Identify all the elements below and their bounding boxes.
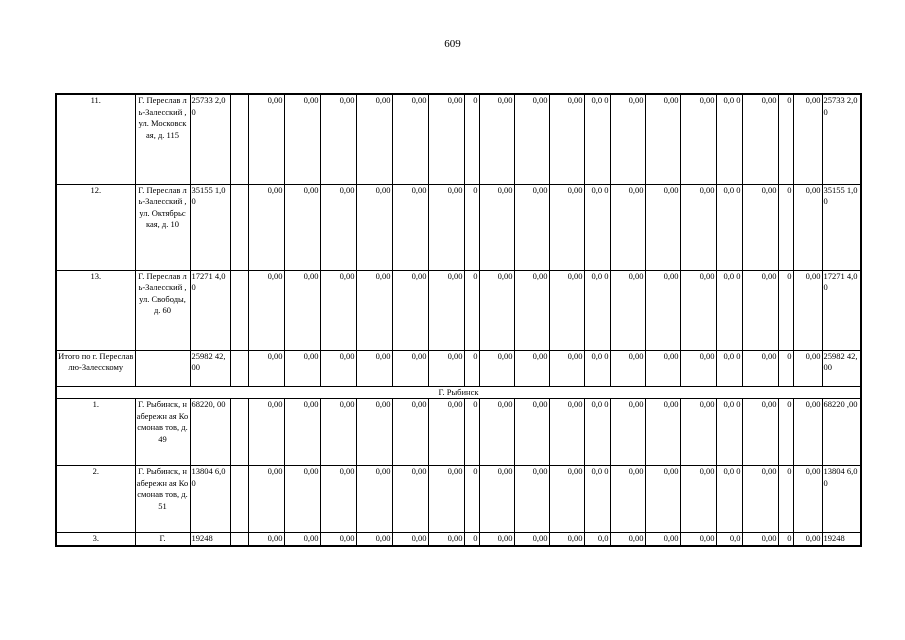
rows-rybinsk — [56, 399, 861, 546]
table-row — [56, 399, 861, 466]
value-cell: 0,00 — [742, 270, 778, 350]
value-cell: 0,00 — [680, 466, 716, 533]
value-cell: 0,00 — [356, 350, 392, 386]
value-cell: 0,00 — [680, 399, 716, 466]
value-cell: 0,00 — [645, 270, 680, 350]
value-cell: 0,00 — [793, 399, 822, 466]
final-total-cell: 13804 6,00 — [822, 466, 861, 533]
section-header-group — [56, 386, 861, 399]
table-row — [56, 466, 861, 533]
final-total-cell: 25733 2,00 — [822, 94, 861, 184]
value-cell: 0,00 — [793, 533, 822, 546]
value-cell: 0,0 0 — [716, 350, 742, 386]
value-cell: 0,0 0 — [584, 399, 610, 466]
value-cell: 0,00 — [793, 94, 822, 184]
value-cell: 0,00 — [479, 184, 514, 270]
value-cell: 0,00 — [248, 533, 284, 546]
value-cell: 0 — [778, 466, 793, 533]
value-cell: 0,00 — [428, 399, 464, 466]
value-cell: 0 — [778, 399, 793, 466]
value-cell: 0,00 — [428, 184, 464, 270]
rows-pereslavl — [56, 94, 861, 350]
value-cell: 0,00 — [392, 350, 428, 386]
value-cell: 0,00 — [479, 94, 514, 184]
value-cell: 0,0 0 — [716, 466, 742, 533]
value-cell: 0,00 — [392, 184, 428, 270]
value-cell: 0,00 — [356, 184, 392, 270]
value-cell: 0,00 — [356, 533, 392, 546]
value-cell: 0,00 — [514, 184, 549, 270]
value-cell: 0,00 — [793, 466, 822, 533]
value-cell: 0 — [778, 94, 793, 184]
value-cell: 0,0 — [716, 533, 742, 546]
value-cell: 0,00 — [356, 399, 392, 466]
value-cell: 0,00 — [284, 399, 320, 466]
value-cell: 0,00 — [428, 350, 464, 386]
total-cell: 25982 42,00 — [190, 350, 230, 386]
value-cell: 0,0 0 — [584, 94, 610, 184]
value-cell: 0 — [778, 350, 793, 386]
total-cell: 17271 4,00 — [190, 270, 230, 350]
value-cell: 0 — [464, 350, 479, 386]
value-cell: 0,00 — [248, 184, 284, 270]
row-number: 1. — [56, 399, 135, 466]
value-cell: 0,00 — [680, 184, 716, 270]
value-cell: 0,00 — [320, 466, 356, 533]
budget-table — [55, 93, 862, 547]
subtotal-row-group — [56, 350, 861, 386]
value-cell: 0,0 0 — [716, 270, 742, 350]
value-cell: 0,00 — [610, 270, 645, 350]
address-cell: Г. Рыбинск, набережн ая Космонав тов, д. 49 — [135, 399, 190, 466]
value-cell: 0,00 — [320, 94, 356, 184]
value-cell: 0,0 0 — [584, 270, 610, 350]
row-number: 2. — [56, 466, 135, 533]
value-cell: 0,00 — [514, 94, 549, 184]
value-cell: 0,00 — [514, 350, 549, 386]
value-cell: 0,00 — [428, 94, 464, 184]
value-cell: 0,00 — [392, 466, 428, 533]
row-number: 13. — [56, 270, 135, 350]
value-cell: 0,00 — [320, 533, 356, 546]
value-cell: 0,00 — [549, 270, 584, 350]
value-cell: 0,00 — [428, 533, 464, 546]
value-cell: 0,00 — [742, 184, 778, 270]
value-cell: 0,00 — [680, 350, 716, 386]
subtotal-label: Итого по г. Переславлю-Залесскому — [56, 350, 135, 386]
value-cell: 0,00 — [284, 466, 320, 533]
value-cell: 0,00 — [610, 466, 645, 533]
value-cell: 0,00 — [645, 533, 680, 546]
final-total-cell: 25982 42,00 — [822, 350, 861, 386]
row-number: 11. — [56, 94, 135, 184]
value-cell: 0,00 — [392, 399, 428, 466]
value-cell: 0 — [464, 533, 479, 546]
table-row — [56, 184, 861, 270]
value-cell: 0 — [778, 184, 793, 270]
value-cell: 0,00 — [356, 270, 392, 350]
value-cell: 0,00 — [392, 533, 428, 546]
value-cell — [230, 270, 248, 350]
value-cell: 0,00 — [479, 399, 514, 466]
value-cell — [230, 350, 248, 386]
value-cell: 0,00 — [479, 270, 514, 350]
value-cell: 0,00 — [248, 399, 284, 466]
value-cell: 0,00 — [680, 533, 716, 546]
value-cell: 0,00 — [610, 350, 645, 386]
value-cell: 0,00 — [610, 533, 645, 546]
value-cell: 0,00 — [645, 350, 680, 386]
value-cell: 0,00 — [742, 350, 778, 386]
value-cell: 0,00 — [248, 270, 284, 350]
value-cell: 0,00 — [248, 350, 284, 386]
value-cell: 0,00 — [645, 466, 680, 533]
value-cell: 0,0 — [584, 533, 610, 546]
value-cell — [230, 399, 248, 466]
value-cell: 0,00 — [514, 270, 549, 350]
total-cell: 25733 2,00 — [190, 94, 230, 184]
value-cell: 0,00 — [610, 94, 645, 184]
value-cell: 0,00 — [320, 270, 356, 350]
address-cell: Г. Переслав ль-Залесский , ул. Октябрьс кая, д. 10 — [135, 184, 190, 270]
value-cell: 0,00 — [793, 350, 822, 386]
total-cell: 19248 — [190, 533, 230, 546]
value-cell: 0,00 — [284, 94, 320, 184]
value-cell: 0,00 — [356, 94, 392, 184]
value-cell: 0 — [464, 270, 479, 350]
value-cell: 0,00 — [742, 466, 778, 533]
value-cell: 0,00 — [392, 94, 428, 184]
value-cell: 0,00 — [610, 184, 645, 270]
value-cell: 0,00 — [610, 399, 645, 466]
total-cell: 35155 1,00 — [190, 184, 230, 270]
final-total-cell: 19248 — [822, 533, 861, 546]
address-cell: Г. Переслав ль-Залесский , ул. Московск ая, д. 115 — [135, 94, 190, 184]
table-row — [56, 533, 861, 546]
value-cell: 0,00 — [549, 533, 584, 546]
value-cell: 0,00 — [320, 350, 356, 386]
address-cell: Г. Рыбинск, набережн ая Космонав тов, д. 51 — [135, 466, 190, 533]
value-cell: 0,00 — [742, 533, 778, 546]
value-cell: 0,00 — [793, 270, 822, 350]
value-cell: 0,00 — [479, 466, 514, 533]
value-cell: 0,00 — [645, 399, 680, 466]
value-cell: 0 — [464, 466, 479, 533]
value-cell: 0,00 — [514, 466, 549, 533]
value-cell: 0,00 — [549, 350, 584, 386]
address-cell: Г. — [135, 533, 190, 546]
value-cell: 0,00 — [645, 94, 680, 184]
total-cell: 13804 6,00 — [190, 466, 230, 533]
value-cell — [230, 533, 248, 546]
value-cell: 0,00 — [645, 184, 680, 270]
subtotal-row — [56, 350, 861, 386]
page-number: 609 — [444, 38, 461, 50]
value-cell: 0,00 — [680, 270, 716, 350]
value-cell: 0,00 — [428, 270, 464, 350]
section-header-row — [56, 386, 861, 399]
section-title: Г. Рыбинск — [56, 386, 861, 399]
value-cell: 0 — [464, 399, 479, 466]
row-number: 3. — [56, 533, 135, 546]
value-cell: 0,00 — [284, 270, 320, 350]
value-cell: 0,00 — [549, 94, 584, 184]
address-cell — [135, 350, 190, 386]
table-row — [56, 94, 861, 184]
value-cell: 0,00 — [428, 466, 464, 533]
value-cell: 0,0 0 — [716, 94, 742, 184]
value-cell: 0,00 — [320, 399, 356, 466]
final-total-cell: 35155 1,00 — [822, 184, 861, 270]
value-cell: 0,00 — [514, 533, 549, 546]
value-cell: 0,00 — [248, 466, 284, 533]
value-cell: 0 — [464, 184, 479, 270]
value-cell: 0,0 0 — [584, 466, 610, 533]
value-cell: 0,00 — [742, 94, 778, 184]
final-total-cell: 68220 ,00 — [822, 399, 861, 466]
value-cell: 0,00 — [742, 399, 778, 466]
value-cell: 0 — [778, 270, 793, 350]
row-number: 12. — [56, 184, 135, 270]
value-cell — [230, 94, 248, 184]
value-cell: 0,00 — [479, 533, 514, 546]
value-cell: 0,00 — [793, 184, 822, 270]
value-cell — [230, 184, 248, 270]
value-cell: 0 — [464, 94, 479, 184]
value-cell: 0,0 0 — [584, 184, 610, 270]
value-cell: 0,0 0 — [584, 350, 610, 386]
value-cell — [230, 466, 248, 533]
value-cell: 0,00 — [356, 466, 392, 533]
value-cell: 0,00 — [392, 270, 428, 350]
final-total-cell: 17271 4,00 — [822, 270, 861, 350]
value-cell: 0,00 — [320, 184, 356, 270]
value-cell: 0,00 — [284, 350, 320, 386]
value-cell: 0,0 0 — [716, 184, 742, 270]
total-cell: 68220, 00 — [190, 399, 230, 466]
value-cell: 0,00 — [549, 184, 584, 270]
table-row — [56, 270, 861, 350]
value-cell: 0,00 — [514, 399, 549, 466]
address-cell: Г. Переслав ль-Залесский , ул. Свободы, д. 60 — [135, 270, 190, 350]
value-cell: 0,00 — [284, 184, 320, 270]
value-cell: 0,00 — [549, 399, 584, 466]
value-cell: 0,00 — [248, 94, 284, 184]
value-cell: 0 — [778, 533, 793, 546]
value-cell: 0,00 — [284, 533, 320, 546]
value-cell: 0,00 — [680, 94, 716, 184]
value-cell: 0,00 — [479, 350, 514, 386]
value-cell: 0,00 — [549, 466, 584, 533]
value-cell: 0,0 0 — [716, 399, 742, 466]
